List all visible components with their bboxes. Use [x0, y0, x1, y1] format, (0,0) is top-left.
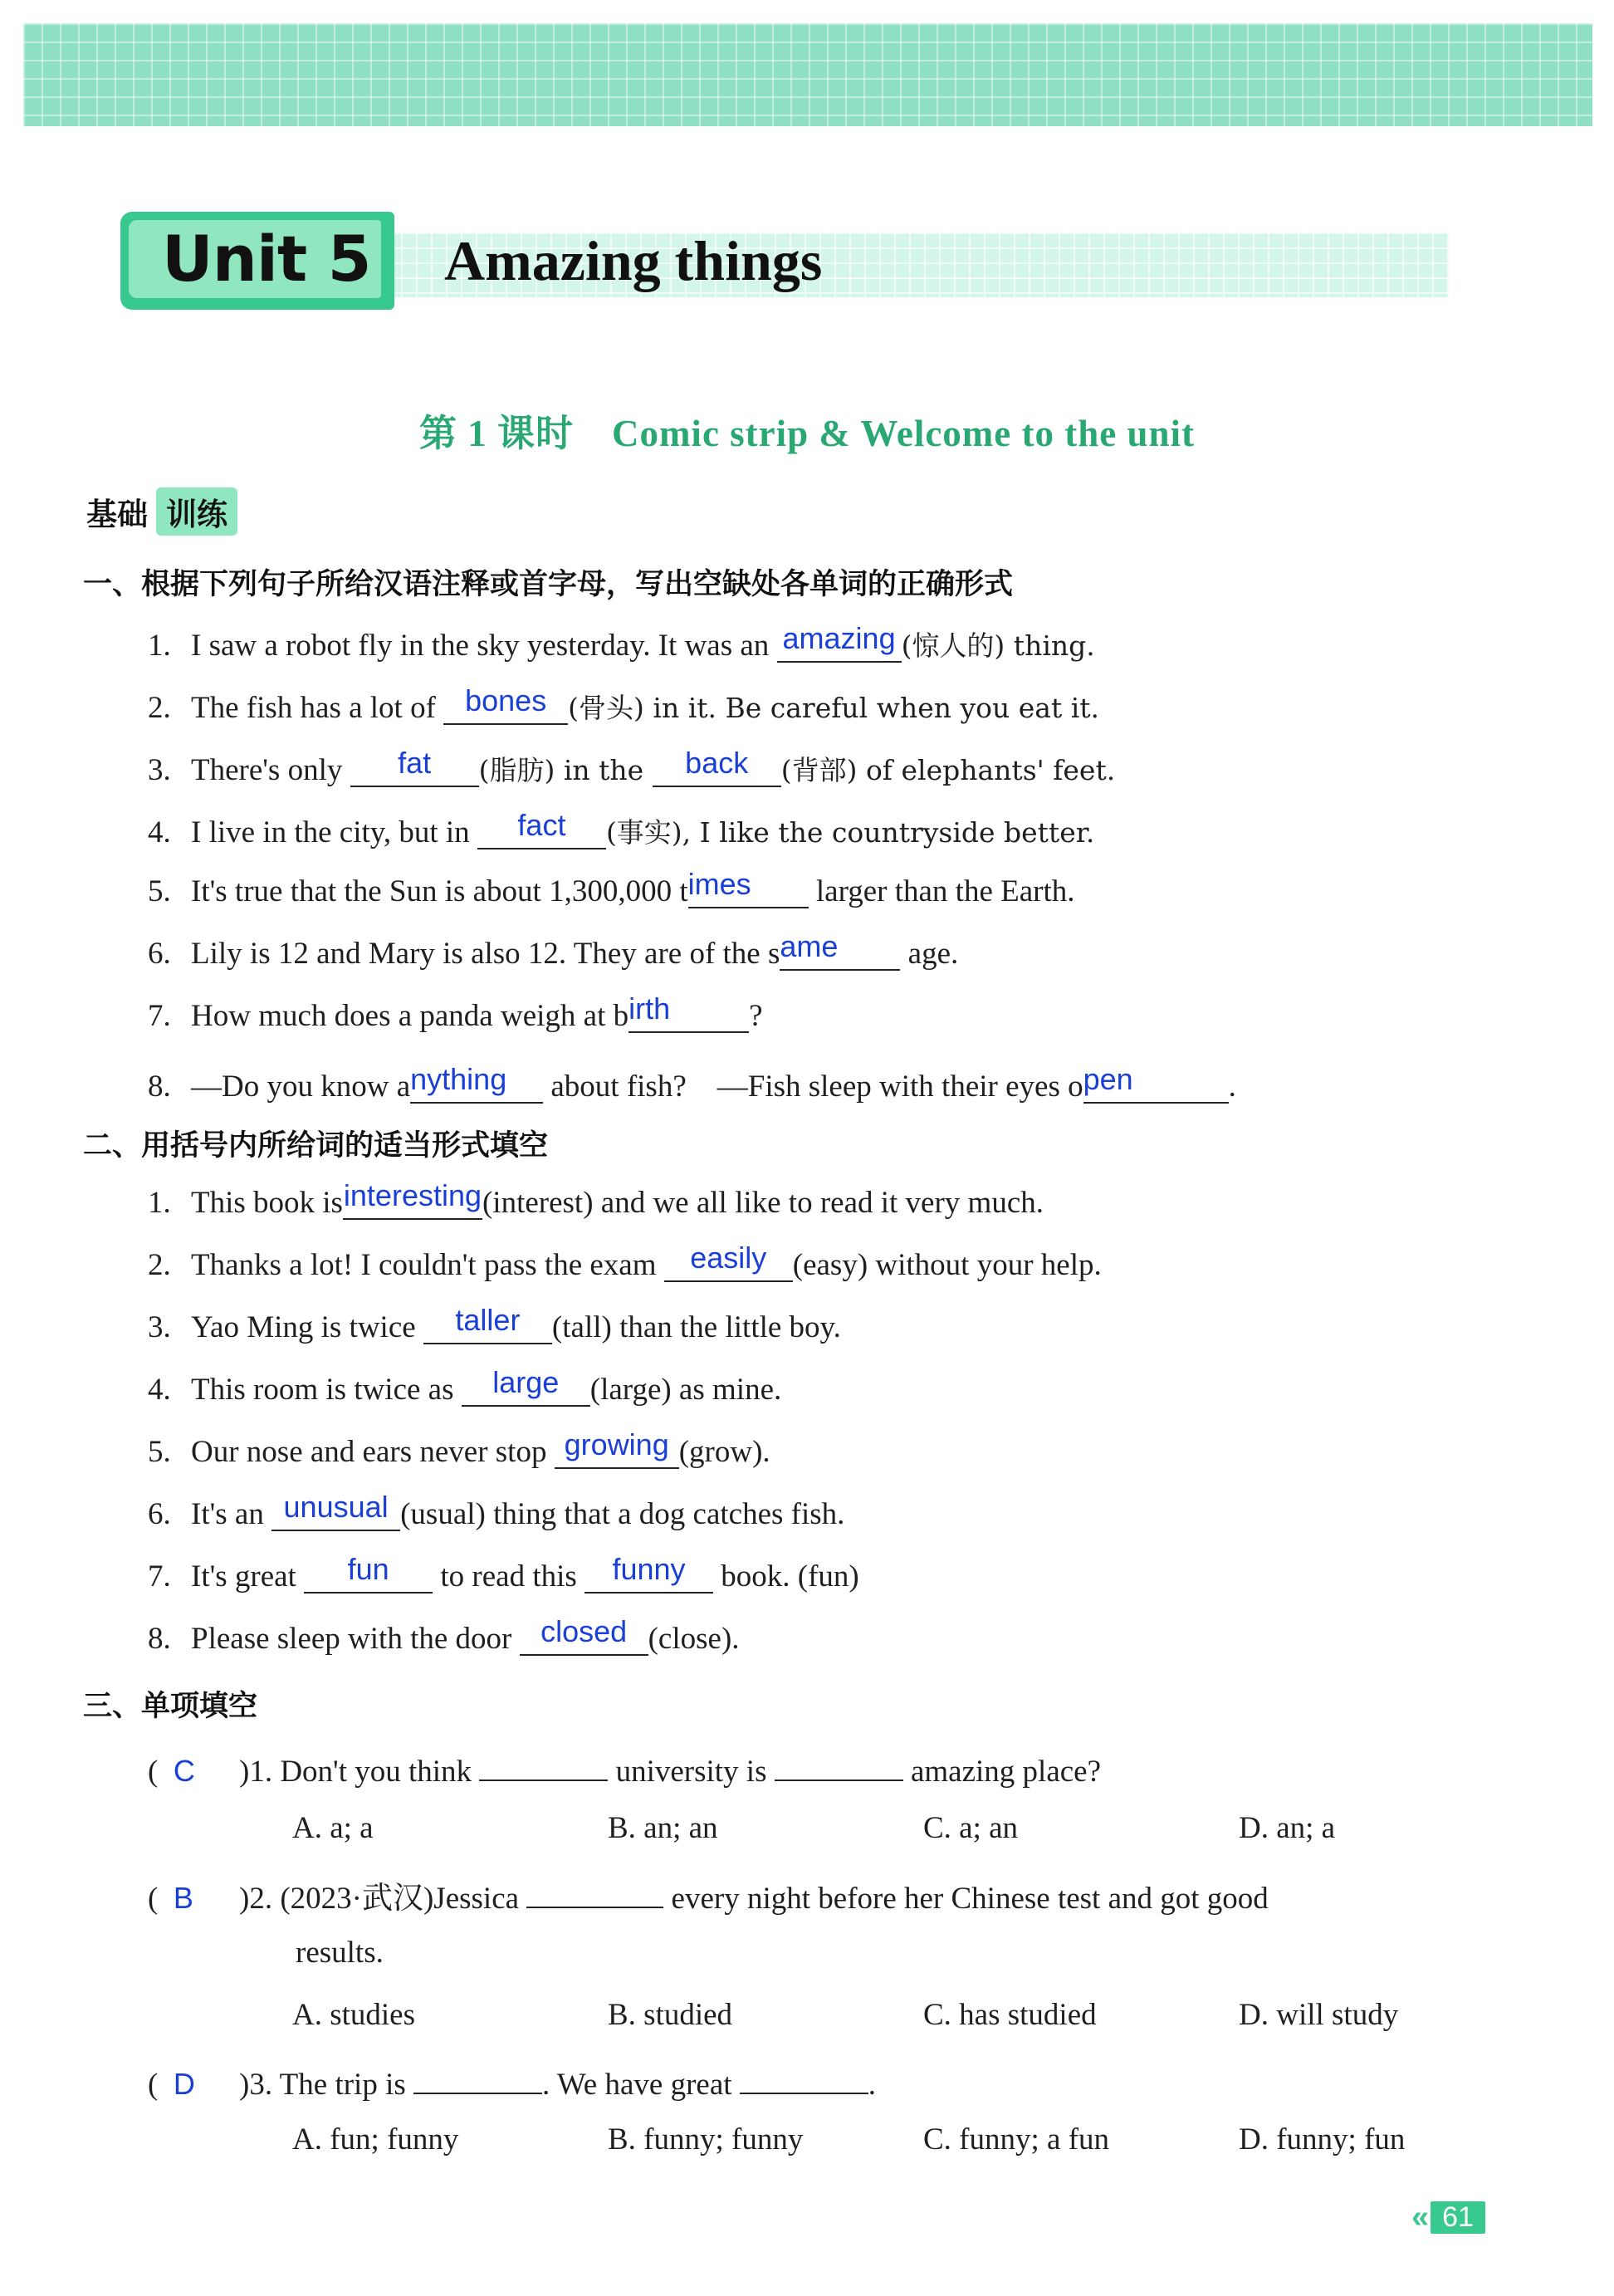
- page-number: [1411, 2199, 1485, 2235]
- unit-banner: [120, 212, 1449, 303]
- part1-heading: 一、根据下列句子所给汉语注释或首字母，写出空缺处各单词的正确形式: [83, 568, 1014, 601]
- p2-item-1: 1. This book isinteresting(interest) and we all like to read it very much.: [148, 1178, 1044, 1220]
- choice-blank: [479, 1746, 608, 1781]
- answer-blank[interactable]: bones: [443, 690, 568, 725]
- option-d: D. will study: [1239, 1998, 1399, 2032]
- option-d: D. funny; fun: [1239, 2122, 1406, 2156]
- p3-q3-options: [292, 2122, 1554, 2157]
- p2-item-3: 3. Yao Ming is twice taller (tall) than the little boy.: [148, 1303, 841, 1344]
- answer-blank[interactable]: funny: [584, 1559, 713, 1593]
- lesson-title: 第 1 课时 Comic strip & Welcome to the unit: [418, 413, 1196, 454]
- p3-q2-options: [292, 1997, 1554, 2033]
- unit-title: Amazing things: [444, 229, 823, 292]
- double-chevron-left-icon: «: [1411, 2199, 1430, 2235]
- answer-blank[interactable]: fat: [350, 752, 479, 787]
- p1-item-1: 1. I saw a robot fly in the sky yesterday. It was an amazing (惊人的) thing.: [148, 621, 1095, 663]
- option-d: D. an; a: [1239, 1811, 1336, 1845]
- part3-heading: 三、单项填空: [83, 1690, 258, 1723]
- p1-item-5: 5. It's true that the Sun is about 1,300,000 times larger than the Earth.: [148, 867, 1075, 908]
- answer-blank[interactable]: ame: [780, 936, 900, 971]
- p3-question-3: ( D )3. The trip is . We have great .: [148, 2059, 876, 2103]
- answer-blank[interactable]: imes: [688, 874, 809, 908]
- section-tag-part2: 训练: [156, 487, 237, 536]
- answer-blank[interactable]: pen: [1083, 1069, 1229, 1104]
- answer-blank[interactable]: back: [653, 752, 781, 787]
- choice-blank: [740, 2059, 868, 2094]
- option-c: C. has studied: [923, 1998, 1097, 2032]
- answer-paren[interactable]: ( D: [148, 2067, 195, 2102]
- answer-blank[interactable]: unusual: [271, 1496, 400, 1531]
- answer-blank[interactable]: closed: [520, 1621, 648, 1656]
- p1-item-3: 3. There's only fat (脂肪) in the back (背部) of elephants' feet.: [148, 746, 1116, 787]
- answer-paren[interactable]: ( C: [148, 1754, 195, 1789]
- option-c: C. funny; a fun: [923, 2122, 1110, 2156]
- p2-item-4: 4. This room is twice as large (large) as mine.: [148, 1365, 782, 1407]
- p3-question-2-cont: results.: [296, 1936, 384, 1970]
- answer-blank[interactable]: interesting: [343, 1185, 482, 1220]
- choice-blank: [526, 1873, 663, 1908]
- p3-q1-options: [292, 1810, 1554, 1846]
- top-decorative-band: [23, 23, 1592, 126]
- section-tag: [86, 488, 237, 535]
- part2-heading: 二、用括号内所给词的适当形式填空: [83, 1129, 549, 1163]
- answer-blank[interactable]: fun: [304, 1559, 433, 1593]
- p1-item-4: 4. I live in the city, but in fact (事实), I like the countryside better.: [148, 808, 1095, 849]
- unit-label: Unit 5: [162, 222, 371, 296]
- option-b: B. studied: [608, 1998, 733, 2032]
- answer-blank[interactable]: taller: [423, 1310, 552, 1344]
- answer-blank[interactable]: nything: [410, 1069, 543, 1104]
- option-b: B. an; an: [608, 1811, 718, 1845]
- answer-blank[interactable]: amazing: [777, 628, 902, 663]
- p1-item-2: 2. The fish has a lot of bones (骨头) in it. Be careful when you eat it.: [148, 683, 1100, 725]
- p3-question-1: ( C )1. Don't you think university is amazing place?: [148, 1746, 1101, 1789]
- option-b: B. funny; funny: [608, 2122, 804, 2156]
- p2-item-2: 2. Thanks a lot! I couldn't pass the exam easily (easy) without your help.: [148, 1241, 1102, 1282]
- p2-item-6: 6. It's an unusual (usual) thing that a dog catches fish.: [148, 1490, 845, 1531]
- answer-blank[interactable]: irth: [628, 998, 749, 1033]
- answer-blank[interactable]: easily: [664, 1247, 793, 1282]
- answer-blank[interactable]: growing: [555, 1434, 679, 1469]
- answer-blank[interactable]: large: [462, 1372, 590, 1407]
- page-number-label: 61: [1431, 2201, 1485, 2234]
- option-a: A. fun; funny: [292, 2122, 459, 2156]
- option-c: C. a; an: [923, 1811, 1019, 1845]
- p1-item-8: 8. —Do you know anything about fish? —Fish sleep with their eyes open .: [148, 1062, 1236, 1104]
- p1-item-7: 7. How much does a panda weigh at birth ?: [148, 991, 763, 1033]
- choice-blank: [413, 2059, 542, 2094]
- option-a: A. studies: [292, 1998, 415, 2032]
- choice-blank: [775, 1746, 903, 1781]
- p3-question-2: ( B )2. (2023·武汉)Jessica every night before her Chinese test and got good: [148, 1873, 1269, 1917]
- p2-item-7: 7. It's great fun to read this funny book. (fun): [148, 1552, 859, 1593]
- p1-item-6: 6. Lily is 12 and Mary is also 12. They are of the same age.: [148, 929, 959, 971]
- answer-paren[interactable]: ( B: [148, 1881, 193, 1916]
- option-a: A. a; a: [292, 1811, 374, 1845]
- p2-item-5: 5. Our nose and ears never stop growing (grow).: [148, 1427, 770, 1469]
- p2-item-8: 8. Please sleep with the door closed (close).: [148, 1614, 740, 1656]
- section-tag-part1: 基础: [86, 497, 148, 532]
- answer-blank[interactable]: fact: [477, 815, 606, 849]
